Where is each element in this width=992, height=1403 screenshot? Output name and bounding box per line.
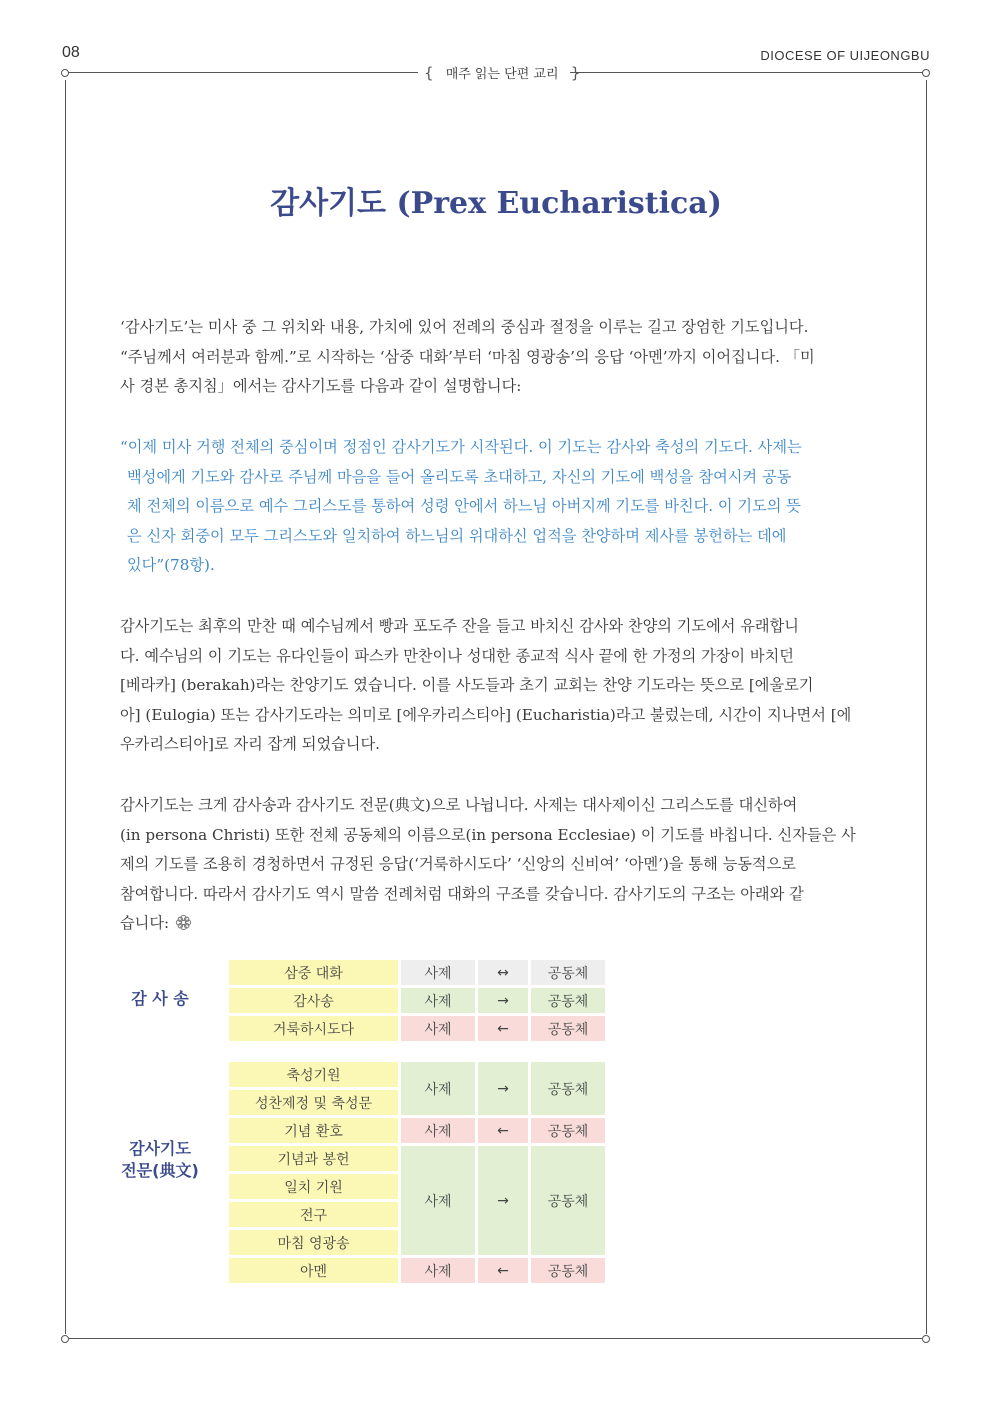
people-cell: 공동체 [531,1016,605,1041]
text-line: 감사기도는 크게 감사송과 감사기도 전문(典文)으로 나뉩니다. 사제는 대사제이신 그리스도를 대신하여 [120,796,798,814]
priest-cell: 사제 [401,988,475,1013]
priest-cell: 사제 [401,1118,475,1143]
text-line: 다. 예수님의 이 기도는 유다인들이 파스카 만찬이나 성대한 종교적 식사 끝에 한 가정의 가장이 바치던 [120,646,794,665]
priest-cell: 사제 [401,960,475,985]
corner-circle [922,69,930,77]
people-cell: 공동체 [531,1062,605,1115]
table-row-part: 성찬제정 및 축성문 [229,1090,398,1115]
table-row-part: 일치 기원 [229,1174,398,1199]
text-line: 은 신자 회중이 모두 그리스도와 일치하여 하느님의 위대하신 업적을 찬양하며 제사를 봉헌하는 데에 [127,526,787,545]
text-line: 있다”(78항). [127,556,215,575]
priest-cell: 사제 [401,1258,475,1283]
table-row-part: 삼중 대화 [229,960,398,985]
text-line: 아] (Eulogia) 또는 감사기도라는 의미로 [에우카리스티아] (Eucharistia)라고 불렀는데, 시간이 지나면서 [에 [120,705,852,724]
table-row-part: 거룩하시도다 [229,1016,398,1041]
frame-left-line [65,80,66,1334]
table-row-part: 마침 영광송 [229,1230,398,1255]
text-line: (in persona Christi) 또한 전체 공동체의 이름으로(in persona Ecclesiae) 이 기도를 바칩니다. 신자들은 사 [120,825,856,844]
page-number: 08 [62,44,80,61]
arrow-right-icon: → [478,1146,528,1255]
priest-cell: 사제 [401,1016,475,1041]
close-brace: } [570,64,581,82]
header-rule-right [570,72,926,73]
arrow-left-icon: ← [478,1258,528,1283]
quote-paragraph [120,433,875,581]
text-line: 백성에게 기도와 감사로 주님께 마음을 들어 올리도록 초대하고, 자신의 기도에 백성을 참여시켜 공동 [127,467,792,486]
group-label-line: 전문(典文) [121,1161,199,1180]
flower-icon [175,914,192,931]
corner-circle [922,1335,930,1343]
priest-cell: 사제 [401,1062,475,1115]
organization-name: DIOCESE OF UIJEONGBU [760,48,930,63]
text-line: 체 전체의 이름으로 예수 그리스도를 통하여 성령 안에서 하느님 아버지께 기도를 바친다. 이 기도의 뜻 [127,497,801,516]
header-rule-left [66,72,418,73]
table-row-part: 아멘 [229,1258,398,1283]
people-cell: 공동체 [531,988,605,1013]
history-paragraph [120,612,875,760]
arrow-left-icon: ← [478,1118,528,1143]
series-title-group [424,63,580,82]
text-line: 사 경본 총지침」에서는 감사기도를 다음과 같이 설명합니다: [120,377,522,396]
group-label-preface: 감 사 송 [131,989,189,1008]
table-row-part: 기념 환호 [229,1118,398,1143]
group-label-canon [110,1138,210,1182]
corner-circle [61,69,69,77]
frame-right-line [926,80,927,1334]
page-title: 감사기도 (Prex Eucharistica) [270,186,722,221]
people-cell: 공동체 [531,960,605,985]
text-line: 참여합니다. 따라서 감사기도 역시 말씀 전례처럼 대화의 구조를 갖습니다. 감사기도의 구조는 아래와 같 [120,884,804,903]
series-title: 매주 읽는 단편 교리 [445,67,559,82]
text-line: “이제 미사 거행 전체의 중심이며 정점인 감사기도가 시작된다. 이 기도는 감사와 축성의 기도다. 사제는 [120,438,802,456]
arrow-both-icon: ↔ [478,960,528,985]
text-line: [베라카] (berakah)라는 찬양기도 였습니다. 이를 사도들과 초기 교회는 찬양 기도라는 뜻으로 [에울로기 [120,676,814,695]
people-cell: 공동체 [531,1146,605,1255]
priest-cell: 사제 [401,1146,475,1255]
structure-paragraph [120,791,875,939]
people-cell: 공동체 [531,1118,605,1143]
intro-paragraph [120,313,875,402]
people-cell: 공동체 [531,1258,605,1283]
text-line-with-icon [120,909,875,939]
corner-circle [61,1335,69,1343]
text-line: 우카리스티아]로 자리 잡게 되었습니다. [120,735,380,754]
table-row-part: 감사송 [229,988,398,1013]
frame-bottom-line [69,1338,922,1339]
text-line: 감사기도는 최후의 만찬 때 예수님께서 빵과 포도주 잔을 들고 바치신 감사와 찬양의 기도에서 유래합니 [120,617,799,635]
text-line: 습니다: [120,914,170,933]
open-brace: { [424,64,434,82]
table-row-part: 축성기원 [229,1062,398,1087]
group-label-line: 감사기도 [129,1139,191,1158]
arrow-right-icon: → [478,1062,528,1115]
table-row-part: 기념과 봉헌 [229,1146,398,1171]
table-row-part: 전구 [229,1202,398,1227]
text-line: “주님께서 여러분과 함께.”로 시작하는 ‘삼중 대화’부터 ‘마침 영광송’의 응답 ‘아멘’까지 이어집니다. 「미 [120,347,815,366]
arrow-right-icon: → [478,988,528,1013]
text-line: ‘감사기도’는 미사 중 그 위치와 내용, 가치에 있어 전례의 중심과 절정을 이루는 길고 장엄한 기도입니다. [120,318,809,336]
arrow-left-icon: ← [478,1016,528,1041]
text-line: 제의 기도를 조용히 경청하면서 규정된 응답(‘거룩하시도다’ ‘신앙의 신비여’ ‘아멘’)을 통해 능동적으로 [120,855,796,874]
